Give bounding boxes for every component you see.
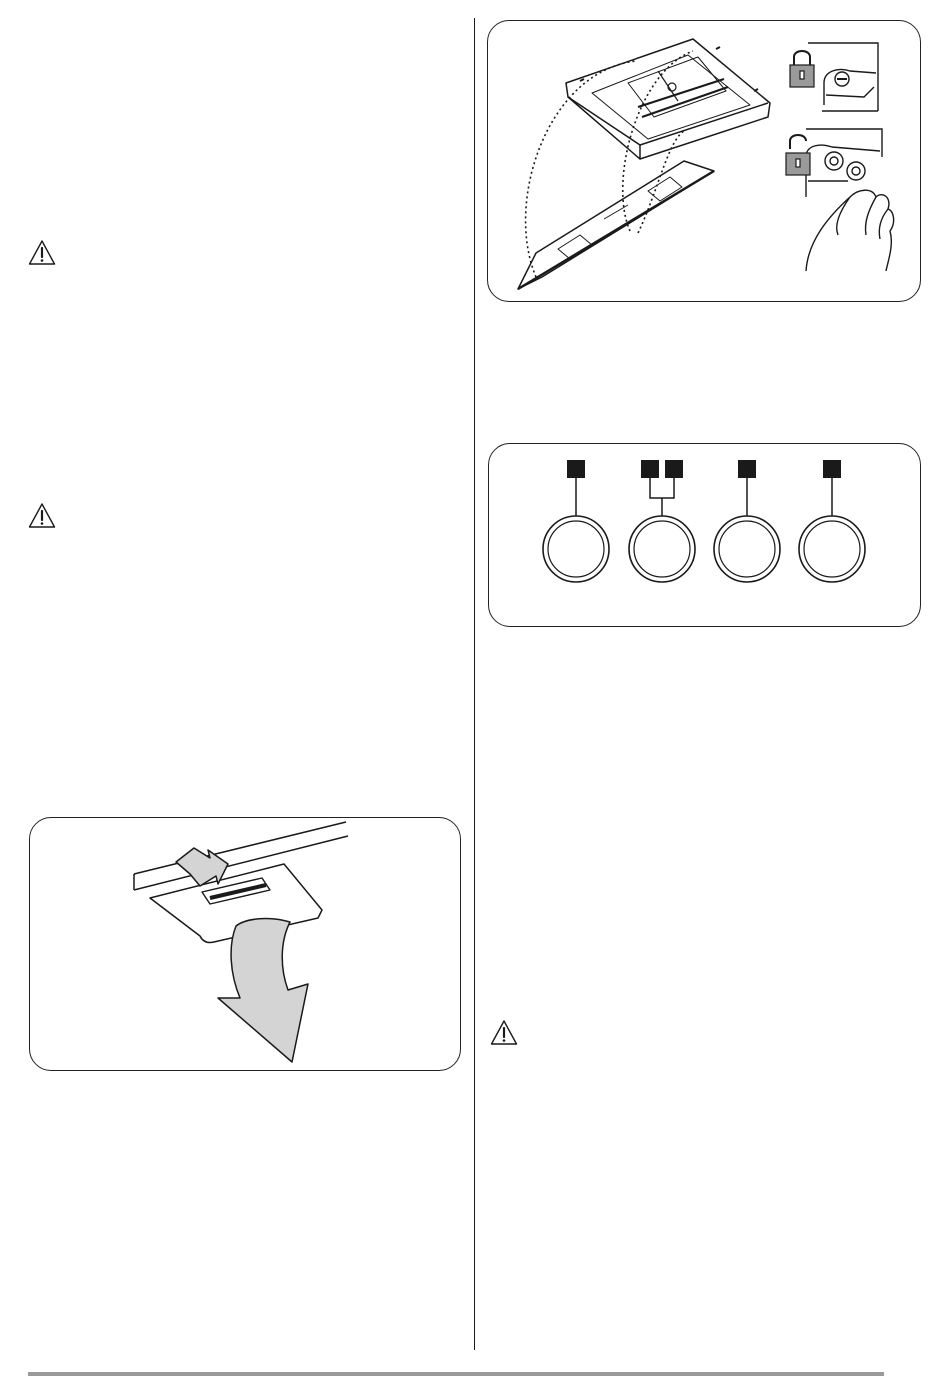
locked-padlock-icon [790, 51, 814, 87]
hood-housing [566, 39, 770, 159]
lock-detail-locked [808, 43, 878, 111]
knob-marker [738, 460, 756, 478]
grease-filter-panel [518, 161, 714, 289]
hand-icon [806, 190, 894, 271]
knob-marker [823, 460, 841, 478]
push-arrow-icon [176, 848, 228, 886]
panel-release-figure [29, 817, 461, 1071]
filter-removal-figure [487, 20, 921, 302]
column-divider [474, 18, 475, 1350]
knob-3 [714, 516, 780, 582]
unlocked-padlock-icon [786, 135, 810, 175]
control-knobs-figure [488, 443, 921, 627]
knob-markers [567, 460, 841, 478]
warning-triangle-icon [489, 1018, 519, 1048]
knob-2 [629, 516, 695, 582]
knobs [543, 516, 865, 582]
knob-marker [567, 460, 585, 478]
knob-marker [665, 460, 683, 478]
lock-detail-unlocked [806, 129, 882, 197]
knob-1 [543, 516, 609, 582]
footer-rule [28, 1372, 884, 1376]
knob-marker [641, 460, 659, 478]
knob-leader-lines [576, 478, 832, 520]
pull-down-arrow-icon [218, 919, 308, 1062]
warning-triangle-icon [27, 238, 57, 268]
knob-4 [799, 516, 865, 582]
warning-triangle-icon [27, 501, 57, 531]
